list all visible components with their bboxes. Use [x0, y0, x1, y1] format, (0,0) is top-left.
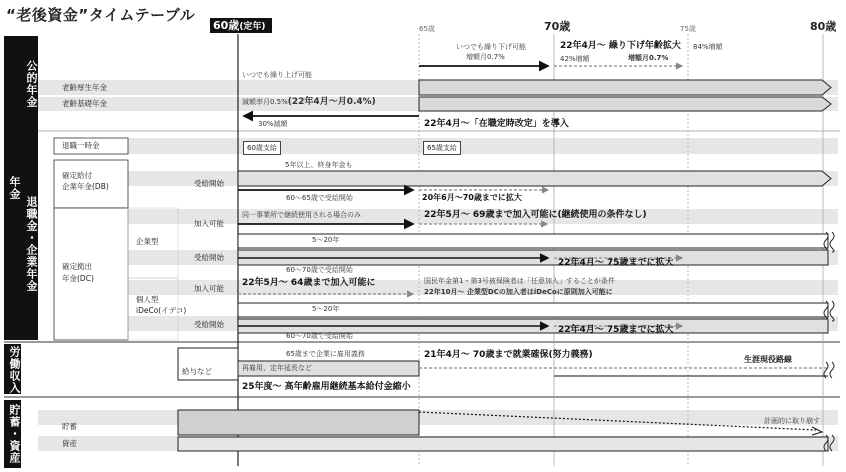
page-title: “老後資金”タイムテーブル	[6, 6, 196, 24]
dc-label-2: 年金(DC)	[62, 274, 94, 283]
ideco-kanyu-expand: 22年5月〜 64歳まで加入可能に	[242, 278, 376, 288]
kiso-bar	[419, 97, 831, 111]
ideco-note-1: 国民年金第1・第3号被保険者は「任意加入」することが条件	[424, 277, 615, 285]
kanyu-label: 加入可能	[194, 219, 224, 228]
category-public-pension: 公的年金	[25, 60, 38, 108]
y5-20-b-label: 5〜20年	[312, 305, 340, 313]
chochiku-label: 貯蓄	[62, 422, 77, 431]
dc-juukyu-label: 受給開始	[194, 253, 224, 262]
gengaku-new-text: (22年4月〜月0.4%)	[287, 97, 376, 107]
kurisage-anytime: いつでも繰り下げ可能	[456, 43, 526, 51]
ideco-note-2: 22年10月〜 企業型DCの加入者はiDeCoに原則加入可能に	[424, 288, 613, 296]
age-65-label: 65歳	[419, 25, 435, 33]
db-note: 5年以上、終身年金も	[285, 161, 353, 169]
db-label-2: 企業年金(DB)	[62, 182, 109, 191]
ideco-kanyu-label: 加入可能	[194, 284, 224, 293]
kurisage-expand: 22年4月〜 繰り下げ年齢拡大	[560, 41, 681, 51]
taishoku-ichiji-label: 退職一時金	[62, 141, 100, 150]
db-expand: 20年6月〜70歳までに拡大	[422, 193, 522, 202]
gengaku-rate	[242, 98, 376, 107]
db-label-1: 確定給付	[62, 171, 92, 180]
age-75-label: 75歳	[680, 25, 696, 33]
dc-label-1: 確定拠出	[62, 262, 92, 271]
kojin-label-2: iDeCo(イデコ)	[136, 306, 187, 315]
shougai-label: 生涯現役路線	[744, 355, 792, 364]
juukyu-60-70: 60〜70歳で受給開始	[286, 266, 353, 274]
age-80-label: 80歳	[810, 20, 837, 33]
shikyu-60-tag: 60歳支給	[243, 141, 281, 155]
category-savings-assets: 貯蓄・資産	[8, 404, 21, 464]
age-70-label: 70歳	[544, 20, 571, 33]
kigyougata-label: 企業型	[136, 237, 159, 246]
kousei-bar	[419, 80, 831, 95]
category-labor-income: 労働収入	[8, 346, 21, 394]
zougaku-84: 84%増額	[693, 43, 723, 51]
db-60-65: 60〜65歳で受給開始	[286, 194, 353, 202]
kanyu-note: 同一事業所で継続使用される場合のみ	[242, 211, 361, 219]
gengaku-30: 30%減額	[258, 120, 288, 128]
kanyu-expand: 22年5月〜 69歳まで加入可能に(継続使用の条件なし)	[424, 210, 647, 220]
shikyu-65-tag: 65歳支給	[423, 141, 461, 155]
db-bar	[238, 171, 831, 186]
zougaku-07: 増額月0.7%	[466, 53, 505, 61]
savings-pre60-box	[178, 410, 419, 435]
age-60-label	[213, 20, 266, 32]
kuriage-anytime: いつでも繰り上げ可能	[242, 71, 312, 79]
shuugyou-label: 21年4月〜 70歳まで就業確保(努力義務)	[424, 350, 593, 360]
zougaku-07-b: 増額月0.7%	[628, 54, 669, 62]
zougaku-42: 42%増額	[560, 55, 590, 63]
db-juukyu-label: 受給開始	[194, 179, 224, 188]
koureisha-label: 25年度〜 高年齢雇用継続基本給付金縮小	[242, 382, 411, 392]
category-pension: 年金	[8, 176, 21, 200]
kiso-label: 老齢基礎年金	[62, 99, 107, 108]
age-60-suffix: (定年)	[239, 22, 266, 32]
zaishoku-label: 22年4月〜「在職定時改定」を導入	[424, 119, 569, 129]
shisan-label: 資産	[62, 439, 77, 448]
gengaku-rate-text: 減額率月0.5%	[242, 98, 288, 106]
saikoyou: 再雇用、定年延長など	[242, 364, 312, 372]
juukyu-expand-b: 22年4月〜 75歳までに拡大	[558, 325, 674, 335]
kojin-label-1: 個人型	[136, 295, 159, 304]
age-60-text: 60歳	[213, 19, 240, 32]
ideco-juukyu-label: 受給開始	[194, 320, 224, 329]
kousei-label: 老齢厚生年金	[62, 83, 107, 92]
koyou-65: 65歳まで企業に雇用義務	[286, 350, 365, 358]
keikaku-label: 計画的に取り崩す	[764, 417, 820, 425]
assets-bar	[178, 437, 828, 451]
kyuyo-label: 給与など	[182, 367, 212, 376]
y5-20-label: 5〜20年	[312, 236, 340, 244]
juukyu-expand: 22年4月〜 75歳までに拡大	[558, 258, 674, 268]
category-retirement-corporate: 退職金・企業年金	[25, 196, 38, 292]
juukyu-60-70-b: 60〜70歳で受給開始	[286, 332, 353, 340]
